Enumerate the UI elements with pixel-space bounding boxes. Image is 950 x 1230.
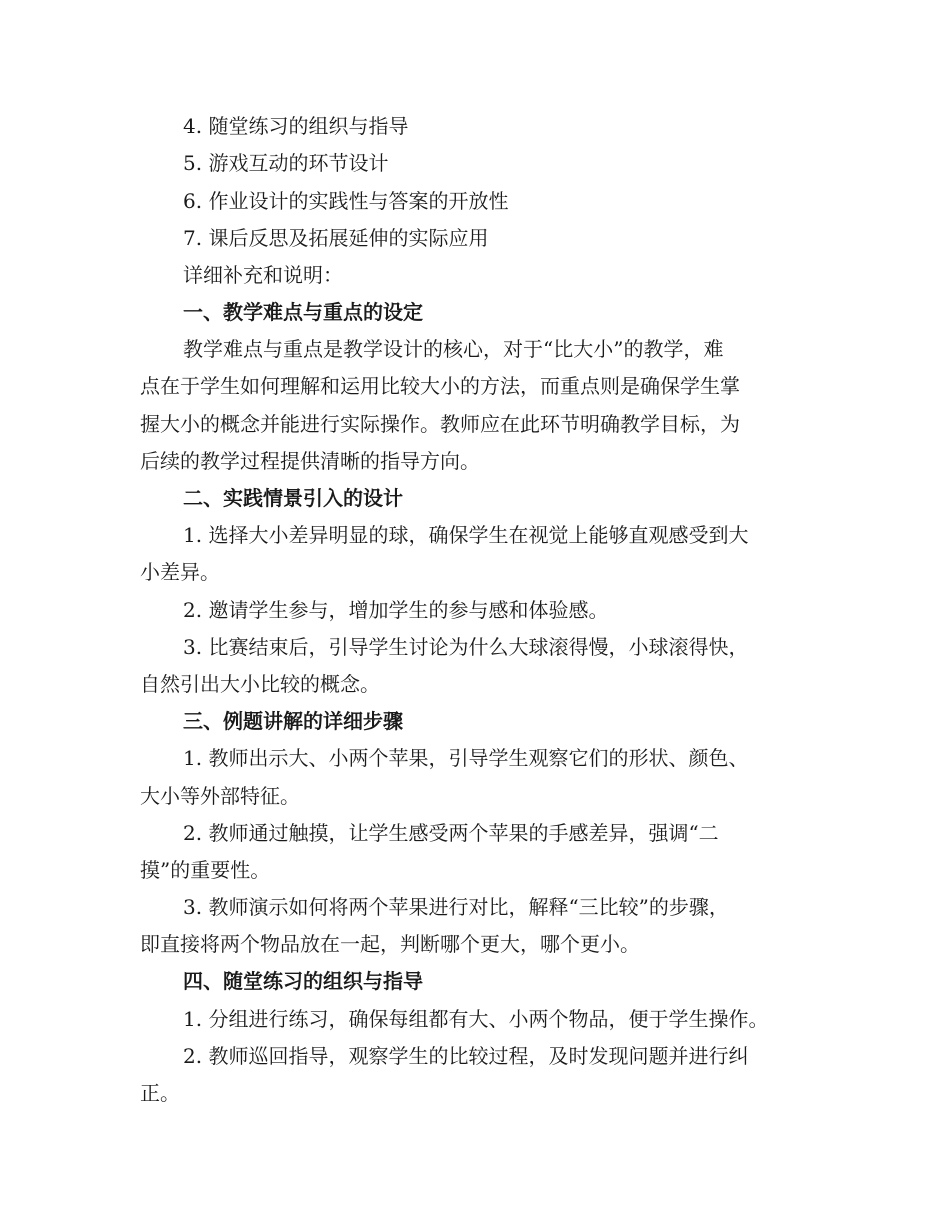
paragraph-line: 握大小的概念并能进行实际操作。教师应在此环节明确教学目标，为 [140, 412, 740, 436]
paragraph-line: 1. 分组进行练习，确保每组都有大、小两个物品，便于学生操作。 [183, 1007, 769, 1031]
section-heading: 四、随堂练习的组织与指导 [183, 969, 423, 993]
paragraph-line: 1. 教师出示大、小两个苹果，引导学生观察它们的形状、颜色、 [183, 746, 749, 770]
list-item: 5. 游戏互动的环节设计 [183, 151, 389, 175]
paragraph-line: 后续的教学过程提供清晰的指导方向。 [140, 449, 480, 473]
intro-text: 详细补充和说明： [183, 263, 343, 287]
paragraph-line: 小差异。 [140, 560, 220, 584]
section-heading: 二、实践情景引入的设计 [183, 486, 403, 510]
paragraph-line: 正。 [140, 1081, 180, 1105]
paragraph-line: 2. 邀请学生参与，增加学生的参与感和体验感。 [183, 598, 609, 622]
paragraph-line: 摸”的重要性。 [140, 858, 271, 882]
paragraph-line: 教学难点与重点是教学设计的核心，对于“比大小”的教学，难 [183, 337, 724, 361]
paragraph-line: 1. 选择大小差异明显的球，确保学生在视觉上能够直观感受到大 [183, 523, 749, 547]
list-item: 7. 课后反思及拓展延伸的实际应用 [183, 226, 489, 250]
paragraph-line: 3. 比赛结束后，引导学生讨论为什么大球滚得慢，小球滚得快， [183, 635, 749, 659]
section-heading: 一、教学难点与重点的设定 [183, 300, 423, 324]
paragraph-line: 点在于学生如何理解和运用比较大小的方法，而重点则是确保学生掌 [140, 374, 740, 398]
section-heading: 三、例题讲解的详细步骤 [183, 709, 403, 733]
paragraph-line: 大小等外部特征。 [140, 784, 300, 808]
list-item: 6. 作业设计的实践性与答案的开放性 [183, 189, 509, 213]
list-item: 4. 随堂练习的组织与指导 [183, 114, 409, 138]
paragraph-line: 即直接将两个物品放在一起，判断哪个更大，哪个更小。 [140, 932, 640, 956]
paragraph-line: 自然引出大小比较的概念。 [140, 672, 380, 696]
paragraph-line: 3. 教师演示如何将两个苹果进行对比，解释“三比较”的步骤， [183, 895, 729, 919]
paragraph-line: 2. 教师通过触摸，让学生感受两个苹果的手感差异，强调“二 [183, 821, 719, 845]
paragraph-line: 2. 教师巡回指导，观察学生的比较过程，及时发现问题并进行纠 [183, 1044, 749, 1068]
